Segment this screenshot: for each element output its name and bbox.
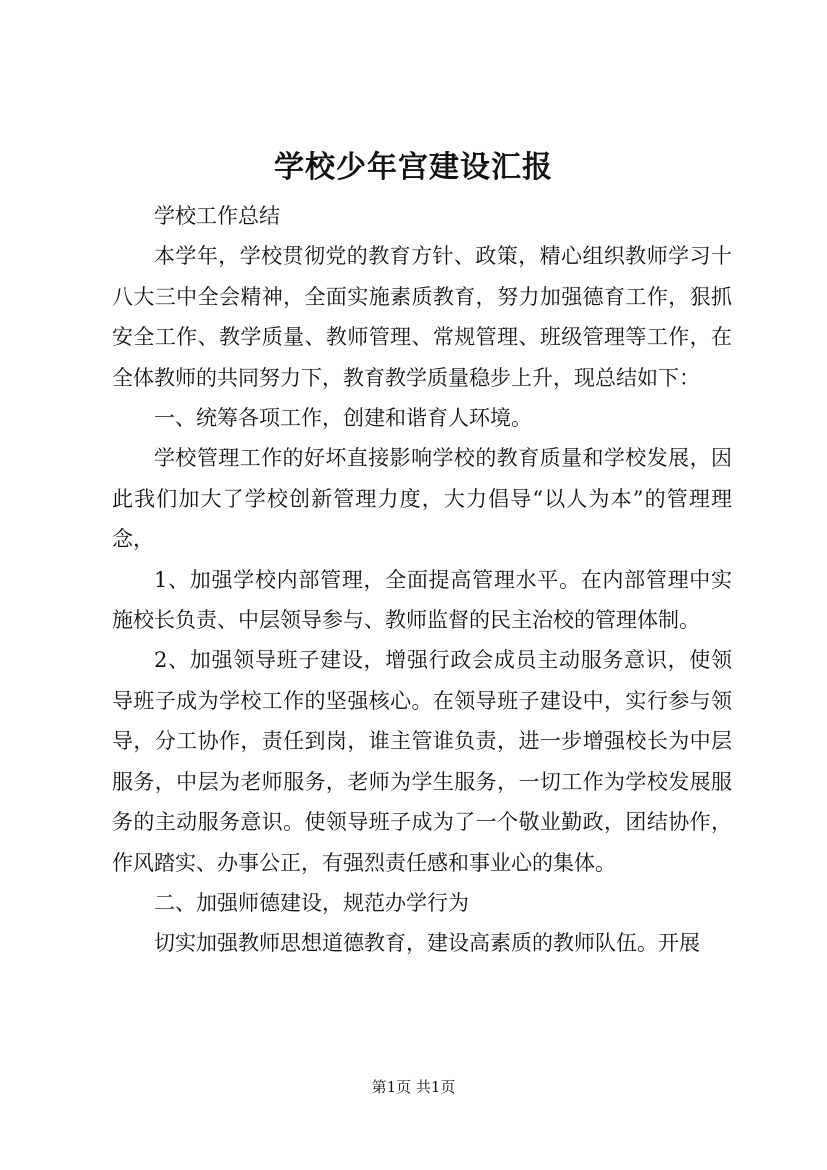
section-heading: 二、加强师德建设，规范办学行为 bbox=[154, 890, 469, 915]
body-paragraph: 学校管理工作的好坏直接影响学校的教育质量和学校发展，因此我们加大了学校创新管理力度，大力倡导“以人为本”的管理理念， bbox=[112, 446, 732, 552]
body-paragraph: 2、加强领导班子建设，增强行政会成员主动服务意识，使领导班子成为学校工作的坚强核心。在领导班子建设中，实行参与领导，分工协作，责任到岗，谁主管谁负责，进一步增强校长为中层服务，中层为老师服务，老师为学生服务，一切工作为学校发展服务的主动服务意识。使领导班子成为了一个敬业勤政，团结协作，作风踏实、办事公正，有强烈责任感和事业心的集体。 bbox=[112, 648, 732, 875]
body-paragraph: 本学年，学校贯彻党的教育方针、政策，精心组织教师学习十八大三中全会精神，全面实施素质教育，努力加强德育工作，狠抓安全工作、教学质量、教师管理、常规管理、班级管理等工作，在全体教师的共同努力下，教育教学质量稳步上升，现总结如下： bbox=[112, 244, 732, 390]
page-footer: 第1页 共1页 bbox=[371, 1078, 456, 1096]
section-heading: 一、统筹各项工作，创建和谐育人环境。 bbox=[154, 406, 532, 431]
body-paragraph: 1、加强学校内部管理，全面提高管理水平。在内部管理中实施校长负责、中层领导参与、教师监督的民主治校的管理体制。 bbox=[112, 567, 732, 633]
document-body bbox=[112, 196, 732, 964]
body-paragraph: 切实加强教师思想道德教育，建设高素质的教师队伍。开展 bbox=[154, 931, 700, 956]
body-paragraph: 学校工作总结 bbox=[154, 204, 280, 228]
document-title: 学校少年宫建设汇报 bbox=[274, 150, 553, 185]
